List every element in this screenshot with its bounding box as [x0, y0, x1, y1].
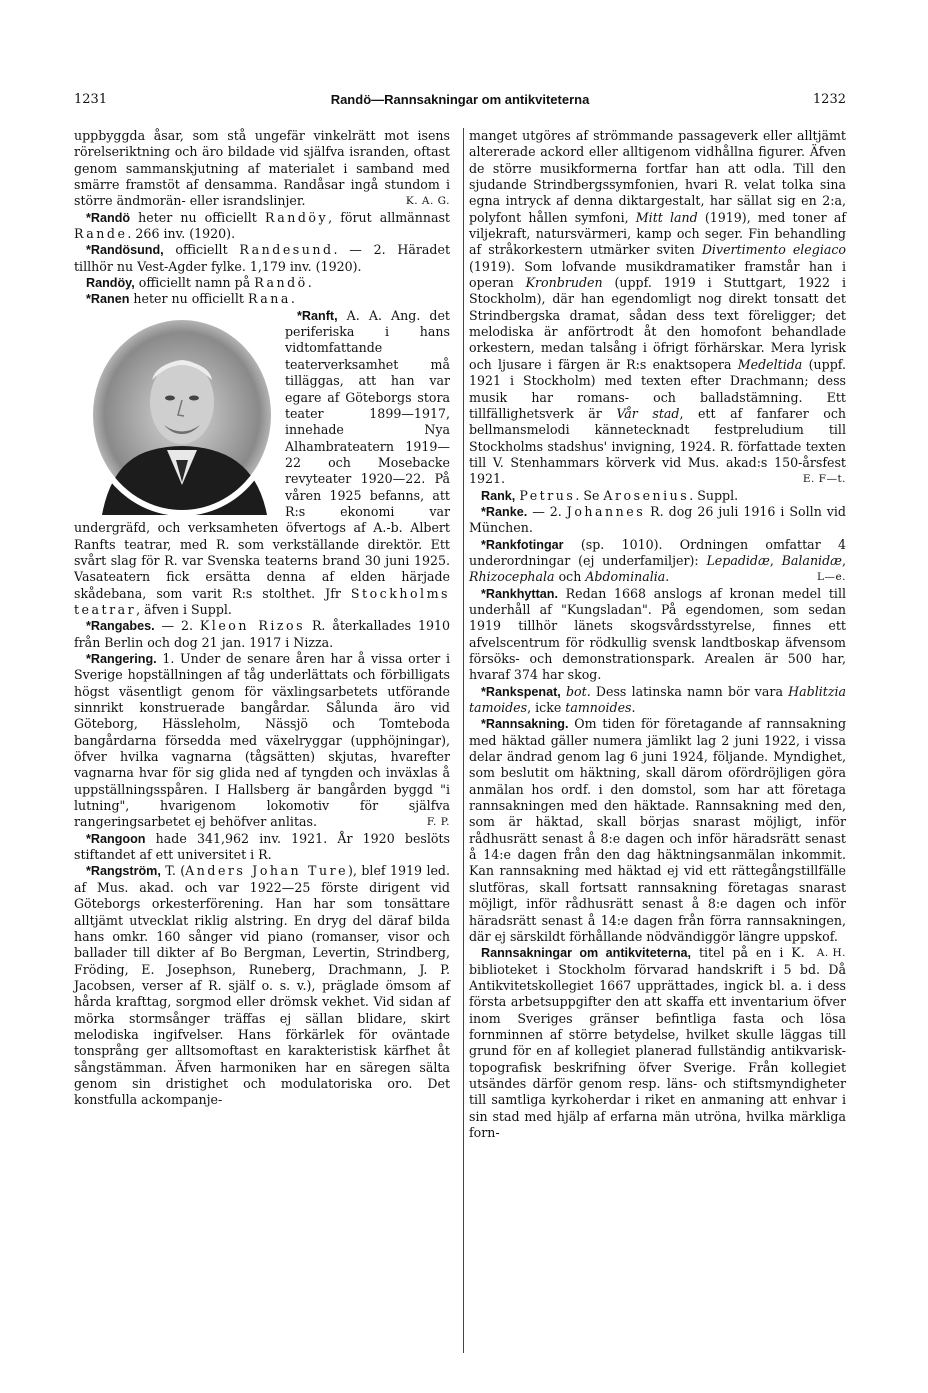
author-signature: E. F—t.	[802, 473, 846, 486]
entry-randosund: *Randösund, officiellt Randesund. — 2. Häradet tillhör nu Vest-Agder fylke. 1,179 inv. (1920).	[74, 242, 451, 274]
headword: *Rangabes.	[86, 619, 155, 634]
author-signature: L—e.	[816, 571, 846, 584]
headword: *Randö	[86, 210, 131, 225]
headword: *Rangering.	[86, 652, 157, 666]
entry-rangstrom: *Rangström, T. (Anders Johan Ture), blef 1919 led. af Mus. akad. och var 1922—25 förste dirigent vid Göteborgs orkesterförening. Han har som tonsättare alltjämt utvecklat riklig alstring. En dryg del däraf bilda hans omkr. 160 sånger vid piano (romanser, visor och ballader till dikter af Bo Bergman, Levertin, Strindberg, Fröding, E. Josephson, Runeberg, Drachmann, J. P. Jacobsen, verser af R. själf o. s. v.), präglade ömsom af hårda krafttag, sorgmod eller drömsk vekhet. Vid sidan af mörka stormsånger träffas ej sällan blidare, skirt melodiska ingifvelser. Hans förkärlek för oväntade tonsprång ger alltsomoftast en karakteristisk kärfhet åt sångstämman. Äfven harmoniken har en säregen sälta genom sin dristighet och modulatoriska oro. Det konstfulla ackompanje-	[74, 863, 450, 1108]
entry-rannsakning: *Rannsakning. Om tiden för företagande af rannsakning med häktad gäller numera jämlikt lag 2 juni 1922, i vissa delar ändrad genom lag 6 juni 1924, följande. Myndighet, som beslutit om häktning, skall därom ofördröjligen göra anmälan hos ordf. i den domstol, som har att företaga rannsakningen med den häktade. Rannsakning med den, som är häktad, skall börjas snarast möjligt, inför rådhusrätt senast å 8:e dagen och inför häradsrätt senast å 14:e dagen från den dag häktningsanmälan inkommit. Kan rannsakning med häktad ej vid ett rättegångstillfälle slutföras, skall fortsatt rannsakning företagas snarast möjligt, inför rådhusrätt senast å 8:e dagen och inför häradsrätt senast å 14:e dagen från förra rannsakningen, där ej särskildt förhållande nödvändiggör längre uppskof. A. H.	[469, 716, 846, 945]
page-header	[74, 92, 846, 112]
entry-rangering: *Rangering. 1. Under de senare åren har å vissa orter i Sverige hopställningen af tåg underlättats och förbilligats högst väsentligt genom för växlingsarbetets utförande sinnrikt konstruerade bangårdar. Sålunda äro vid Göteborg, Hässleholm, Nässjö och Tomteboda bangårdarna försedda med växelryggar (upphöjningar), öfver hvilka vagnarna (tågsätten) skjutas, hvarefter vagnarna hvar för sig glida ned af tyngden och inväxlas å uppställningsspåren. I Hallsberg är bangården byggd "i lutning", hvarigenom lokomotiv för själfva rangeringsarbetet ej behöfver anlitas. F. P.	[74, 651, 450, 830]
entry-continuation: manget utgöres af strömmande passageverk eller alltjämt altererade ackord eller alltigenom vidhållna figurer. Äfven de större musikformerna fortfar han att odla. Till den sjudande Strindbergssymfonien, hvari R. velat tolka sina egna intryck af denna diktargestalt, har sällat sig en 2:a, polyfont hållen symfoni, Mitt land (1919), med toner af viljekraft, natursvärmeri, kamp och seger. Fin behandling af stråkorkestern utmärker sviten Divertimento elegiaco (1919). Som lofvande musikdramatiker framstår han i operan Kronbruden (uppf. 1919 i Stuttgart, 1922 i Stockholm), där han egendomligt nog direkt tonsatt det Strindbergska dramat, sådan dess text föreligger; det melodiska är anförtrodt åt den homofont behandlade orkestern, medan talsång i öfrigt förhärskar. Mera lyrisk och ljusare i färgen är R:s enaktsopera Medeltida (uppf. 1921 i Stockholm) med texten efter Drachmann; dess musik har romans- och balladstämning. Ett tillfällighetsverk är Vår stad, ett af fanfarer och bellmansmelodi kännetecknadt festpreludium till Stockholms stadshus' invigning, 1924. R. författade texten till V. Stenhammars körverk vid Mus. akad:s 150-årsfest 1921. E. F—t.	[469, 128, 846, 487]
entry-ranen: *Ranen heter nu officiellt Rana.	[86, 291, 295, 307]
entry-rannsakningar: Rannsakningar om antikviteterna, titel på en i K. biblioteket i Stockholm förvarad handskrift i 5 bd. Då Antikvitetskollegiet 1667 upprättades, ingick bl. a. i dess första arbetsuppgifter den att skaffa ett inventarium öfver inom Sveriges gränser befintliga fasta och lösa fornminnen af större betydelse, hvilket skulle läggas till grund för en af kollegiet planerad fullständig antikvarisk-topografisk beskrifning öfver Sverige. Från kollegiet utsändes därför genom resp. läns- och stiftsmyndigheter till samtliga kyrkoherdar i riket en anmaning att enhvar i sin stad med hjälp af erfarna män utröna, hvilka märkliga forn-	[469, 945, 846, 1140]
page-number-left: 1231	[74, 92, 108, 107]
headword: *Ranft,	[297, 308, 338, 323]
entry-rank: Rank, Petrus. Se Arosenius. Suppl.	[481, 487, 739, 503]
headword: *Rannsakning.	[481, 717, 569, 732]
entry-rankhyttan: *Rankhyttan. Redan 1668 anslogs af kronan medel till underhåll af "Kungsladan". På egendomen, som sedan 1919 tillhör länets skogsvårdsstyrelse, finnes ett afvelscentrum för rödkullig svensk landtboskap äfvensom försöks- och demonstrationspark. Arealen är 500 har, hvaraf 374 har skog.	[469, 585, 846, 683]
page-number-right: 1232	[812, 92, 846, 107]
headword: *Randösund,	[86, 243, 164, 258]
portrait-image	[72, 310, 277, 515]
headword: *Rangoon	[86, 831, 146, 846]
author-signature: F. P.	[426, 816, 450, 829]
headword: Rannsakningar om antikviteterna,	[481, 946, 692, 961]
left-column	[74, 128, 450, 1109]
entry-ranft: *Ranft, A. A. Ang. det periferiska i hans vidtomfattande teaterverksamhet må tilläggas, att han var egare af Göteborgs stora teater 1899—1917, innehade Nya Alhambrateatern 1919—22 och Mosebacke revyteater 1920—22. På våren 1925 befanns, att R:s ekonomi var undergräfd, och verksamheten öfvertogs af A.-b. Albert Ranfts teatrar, med R. som verkställande direktör. Ett svårt slag för R. var Svenska teaterns brand 30 juni 1925. Vasateatern fick ersätta denna af elden härjade skådebana, som varit R:s stolthet. Jfr Stockholms teatrar, äfven i Suppl.	[74, 307, 450, 617]
entry-rankspenat: *Rankspenat, bot. Dess latinska namn bör vara Hablitzia tamoides, icke tamnoides.	[469, 683, 846, 716]
column-divider	[463, 128, 464, 1353]
author-signature: A. H.	[816, 947, 846, 960]
author-signature: K. A. G.	[405, 195, 450, 208]
entry-rangabes: *Rangabes. — 2. Kleon Rizos R. återkallades 1910 från Berlin och dog 21 jan. 1917 i Nizza.	[74, 618, 450, 650]
headword: *Rangström,	[86, 864, 161, 879]
headword: *Ranke.	[481, 504, 528, 519]
headword: *Ranen	[86, 292, 130, 307]
entry-ranke: *Ranke. — 2. Johannes R. dog 26 juli 1916 i Solln vid München.	[469, 503, 846, 536]
entry-rando: *Randö heter nu officiellt Randöy, förut allmännast Rande. 266 inv. (1920).	[74, 209, 450, 242]
headword: Randöy,	[86, 276, 135, 291]
headword: *Rankhyttan.	[481, 586, 558, 601]
headword: *Rankspenat,	[481, 684, 561, 699]
running-title: Randö—Rannsakningar om antikviteterna	[330, 92, 590, 107]
entry-rankfotingar: *Rankfotingar (sp. 1010). Ordningen omfattar 4 underordningar (ej underfamiljer): Lepadidæ, Balanidæ, Rhizocephala och Abdominalia. L—e.	[469, 536, 846, 585]
portrait-oval	[72, 310, 277, 515]
headword: *Rankfotingar	[481, 537, 564, 552]
entry-rangoon: *Rangoon hade 341,962 inv. 1921. År 1920 beslöts stiftandet af ett universitet i R.	[74, 830, 450, 863]
headword: Rank,	[481, 488, 516, 503]
entry-continuation: uppbyggda åsar, som stå ungefär vinkelrätt mot isens rörelseriktning och äro bildade vid själfva isranden, oftast genom sammanskjutning af materialet i samband med smärre framstöt af densamma. Randåsar ingå stundom i större ändmorän- eller israndslinjer. K. A. G.	[74, 128, 450, 209]
right-column	[469, 128, 846, 1141]
entry-randoy: Randöy, officiellt namn på Randö.	[86, 275, 312, 291]
